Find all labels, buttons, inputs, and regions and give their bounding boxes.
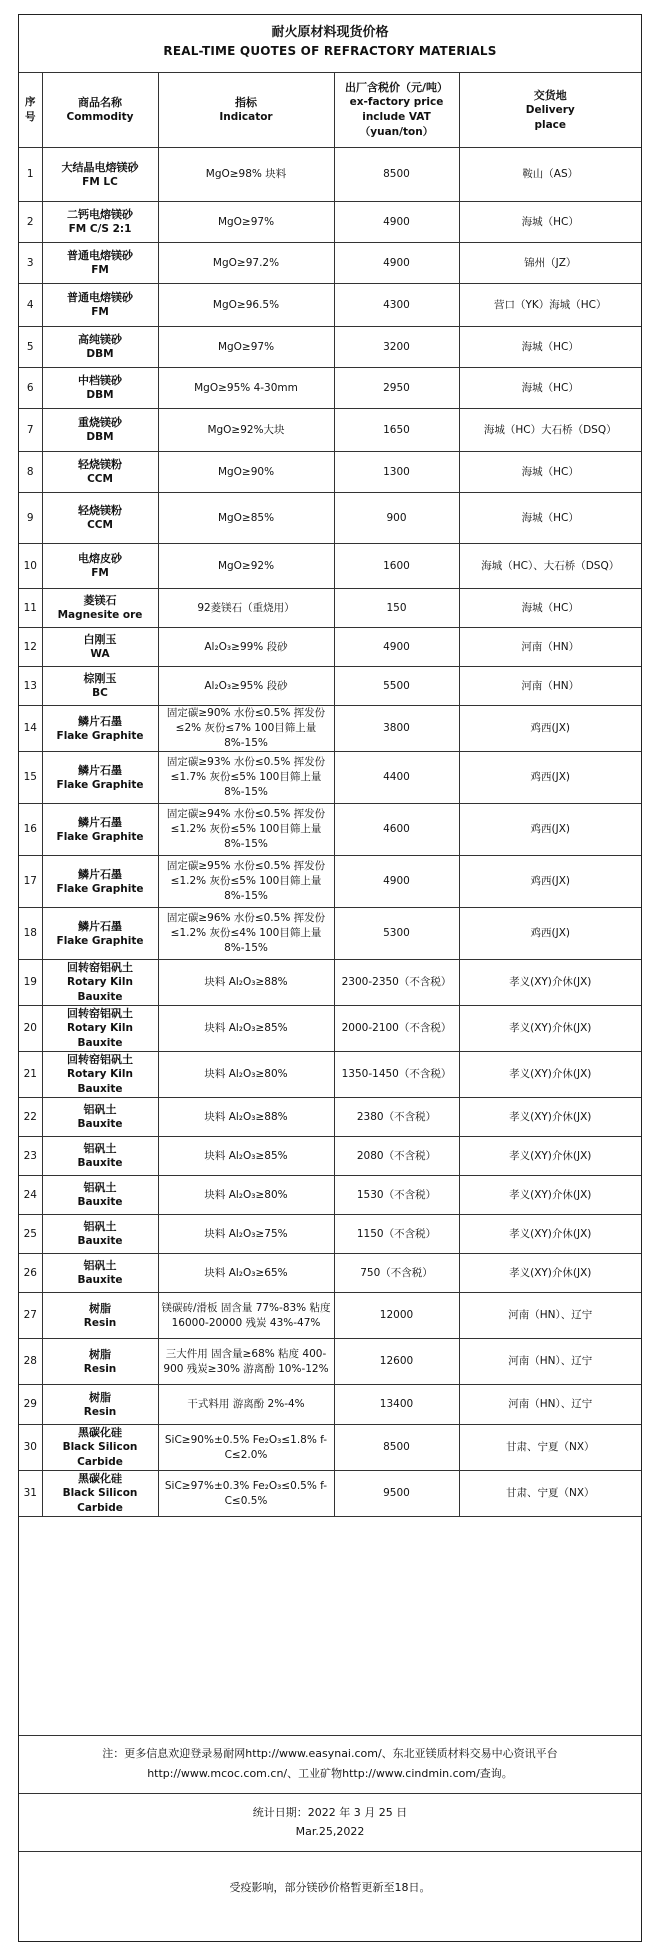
delivery-cell: 海城（HC）: [459, 202, 641, 243]
row-number: 1: [19, 148, 42, 202]
commodity-cn: 重烧镁砂: [78, 416, 122, 429]
row-number: 14: [19, 706, 42, 752]
commodity-cell: [42, 493, 158, 544]
table-row: [19, 493, 641, 544]
commodity-en: Bauxite: [77, 1274, 123, 1286]
row-number: 6: [19, 368, 42, 409]
indicator-cell: 镁碳砖/滑板 固含量 77%-83% 粘度 16000-20000 残炭 43%-47%: [158, 1293, 334, 1339]
commodity-cell: [42, 667, 158, 706]
commodity-en: Bauxite: [77, 1157, 123, 1169]
indicator-cell: 干式料用 游离酚 2%-4%: [158, 1385, 334, 1425]
table-row: [19, 243, 641, 284]
commodity-cell: [42, 1339, 158, 1385]
commodity-cn: 高纯镁砂: [78, 333, 122, 346]
row-number: 20: [19, 1006, 42, 1052]
delivery-cell: 海城（HC）: [459, 493, 641, 544]
table-row: [19, 148, 641, 202]
row-number: 3: [19, 243, 42, 284]
delivery-cell: 孝义(XY)介休(JX): [459, 1052, 641, 1098]
price-cell: 2000-2100（不含税）: [334, 1006, 459, 1052]
delivery-cell: 营口（YK）海城（HC）: [459, 284, 641, 327]
table-row: [19, 1385, 641, 1425]
indicator-cell: MgO≥97.2%: [158, 243, 334, 284]
commodity-en: Magnesite ore: [57, 609, 143, 621]
table-row: [19, 908, 641, 960]
commodity-cn: 鳞片石墨: [78, 919, 122, 933]
price-cell: 4900: [334, 856, 459, 908]
commodity-en: FM: [91, 567, 109, 579]
commodity-cn: 回转窑铝矾土: [67, 1007, 133, 1020]
price-sheet: [18, 14, 642, 1942]
commodity-cell: [42, 544, 158, 589]
indicator-cell: MgO≥97%: [158, 202, 334, 243]
commodity-en: Bauxite: [77, 1235, 123, 1247]
commodity-en: Resin: [83, 1362, 117, 1375]
row-number: 18: [19, 908, 42, 960]
price-cell: 8500: [334, 1425, 459, 1471]
commodity-cn: 黑碳化硅: [78, 1426, 122, 1439]
commodity-en: DBM: [86, 431, 114, 443]
table-row: [19, 1098, 641, 1137]
commodity-en: DBM: [86, 389, 114, 401]
commodity-cn: 回转窑铝矾土: [67, 1053, 133, 1066]
commodity-cn: 鳞片石墨: [78, 714, 122, 728]
indicator-cell: 92菱镁石（重烧用）: [158, 589, 334, 628]
table-row: [19, 409, 641, 452]
commodity-cn: 树脂: [89, 1301, 111, 1315]
commodity-en: FM LC: [82, 175, 118, 188]
row-number: 29: [19, 1385, 42, 1425]
commodity-cell: [42, 202, 158, 243]
commodity-cn: 中档镁砂: [78, 374, 122, 387]
table-row: [19, 368, 641, 409]
table-row: [19, 960, 641, 1006]
header-commodity-en: Commodity: [66, 111, 134, 123]
header-indicator-en: Indicator: [219, 111, 273, 123]
commodity-en: Resin: [83, 1316, 117, 1329]
commodity-cell: [42, 804, 158, 856]
delivery-cell: 海城（HC）大石桥（DSQ）: [459, 409, 641, 452]
delivery-cell: 鸡西(JX): [459, 752, 641, 804]
price-cell: 4600: [334, 804, 459, 856]
table-body: [19, 148, 641, 1517]
delivery-cell: 甘肃、宁夏（NX）: [459, 1425, 641, 1471]
commodity-cn: 鳞片石墨: [78, 815, 122, 829]
price-cell: 9500: [334, 1471, 459, 1517]
date-block: [19, 1793, 641, 1851]
delivery-cell: 海城（HC）: [459, 452, 641, 493]
commodity-cell: [42, 1006, 158, 1052]
delivery-cell: 鸡西(JX): [459, 804, 641, 856]
row-number: 11: [19, 589, 42, 628]
row-number: 17: [19, 856, 42, 908]
price-cell: 2380（不含税）: [334, 1098, 459, 1137]
commodity-cn: 普通电熔镁砂: [67, 249, 133, 262]
commodity-cn: 电熔皮砂: [78, 552, 122, 565]
table-row: [19, 752, 641, 804]
header-delivery-cn: 交货地: [533, 88, 567, 102]
commodity-en: DBM: [86, 348, 114, 360]
price-cell: 4900: [334, 628, 459, 667]
commodity-cn: 树脂: [89, 1347, 111, 1361]
row-number: 9: [19, 493, 42, 544]
delivery-cell: 孝义(XY)介休(JX): [459, 1006, 641, 1052]
commodity-cn: 铝矾土: [83, 1220, 117, 1233]
commodity-cell: [42, 1137, 158, 1176]
indicator-cell: MgO≥98% 块料: [158, 148, 334, 202]
commodity-en: Rotary Kiln Bauxite: [67, 1068, 133, 1095]
delivery-cell: 孝义(XY)介休(JX): [459, 1098, 641, 1137]
price-cell: 1650: [334, 409, 459, 452]
commodity-cell: [42, 148, 158, 202]
commodity-cn: 鳞片石墨: [78, 763, 122, 777]
commodity-cell: [42, 1293, 158, 1339]
table-row: [19, 452, 641, 493]
commodity-cell: [42, 1425, 158, 1471]
commodity-cn: 铝矾土: [83, 1181, 117, 1194]
price-table: [19, 73, 641, 1517]
commodity-cell: [42, 1215, 158, 1254]
row-number: 7: [19, 409, 42, 452]
indicator-cell: MgO≥97%: [158, 327, 334, 368]
table-row: [19, 856, 641, 908]
price-cell: 1150（不含税）: [334, 1215, 459, 1254]
indicator-cell: MgO≥92%: [158, 544, 334, 589]
delivery-cell: 鸡西(JX): [459, 856, 641, 908]
extra-note: 受疫影响，部分镁砂价格暂更新至18日。: [19, 1851, 641, 1941]
commodity-cell: [42, 1471, 158, 1517]
table-row: [19, 202, 641, 243]
commodity-en: Black Silicon Carbide: [62, 1487, 138, 1514]
delivery-cell: 孝义(XY)介休(JX): [459, 1137, 641, 1176]
row-number: 19: [19, 960, 42, 1006]
header-price-cn: 出厂含税价（元/吨）: [344, 81, 449, 94]
row-number: 15: [19, 752, 42, 804]
price-cell: 3800: [334, 706, 459, 752]
commodity-cn: 白刚玉: [83, 633, 117, 646]
indicator-cell: 固定碳≥90% 水份≤0.5% 挥发份≤2% 灰份≤7% 100目筛上量 8%-15%: [158, 706, 334, 752]
indicator-cell: 块料 Al₂O₃≥80%: [158, 1052, 334, 1098]
delivery-cell: 海城（HC）: [459, 368, 641, 409]
table-row: [19, 1254, 641, 1293]
commodity-cn: 铝矾土: [83, 1259, 117, 1272]
delivery-cell: 孝义(XY)介休(JX): [459, 1215, 641, 1254]
price-cell: 4300: [334, 284, 459, 327]
note-line-1: 注：更多信息欢迎登录易耐网http://www.easynai.com/、东北亚镁质材料交易中心资讯平台: [102, 1747, 558, 1760]
indicator-cell: SiC≥90%±0.5% Fe₂O₃≤1.8% f-C≤2.0%: [158, 1425, 334, 1471]
commodity-cn: 普通电熔镁砂: [67, 291, 133, 304]
delivery-cell: 鸡西(JX): [459, 706, 641, 752]
row-number: 25: [19, 1215, 42, 1254]
commodity-cn: 铝矾土: [83, 1142, 117, 1155]
commodity-en: BC: [92, 687, 108, 699]
commodity-cn: 回转窑铝矾土: [67, 961, 133, 974]
price-cell: 2950: [334, 368, 459, 409]
commodity-cell: [42, 1176, 158, 1215]
table-row: [19, 1471, 641, 1517]
price-cell: 2300-2350（不含税）: [334, 960, 459, 1006]
table-row: [19, 1339, 641, 1385]
price-cell: 2080（不含税）: [334, 1137, 459, 1176]
commodity-cn: 菱镁石: [83, 594, 117, 607]
commodity-en: Black Silicon Carbide: [62, 1441, 138, 1468]
delivery-cell: 甘肃、宁夏（NX）: [459, 1471, 641, 1517]
price-cell: 750（不含税）: [334, 1254, 459, 1293]
price-cell: 13400: [334, 1385, 459, 1425]
commodity-cell: [42, 1098, 158, 1137]
header-delivery-en2: place: [534, 118, 567, 131]
commodity-cell: [42, 284, 158, 327]
price-cell: 3200: [334, 327, 459, 368]
table-row: [19, 1137, 641, 1176]
row-number: 23: [19, 1137, 42, 1176]
delivery-cell: 海城（HC）: [459, 589, 641, 628]
price-cell: 4900: [334, 202, 459, 243]
indicator-cell: 块料 Al₂O₃≥88%: [158, 1098, 334, 1137]
row-number: 16: [19, 804, 42, 856]
commodity-cell: [42, 628, 158, 667]
commodity-en: Bauxite: [77, 1196, 123, 1208]
delivery-cell: 海城（HC）、大石桥（DSQ）: [459, 544, 641, 589]
commodity-cell: [42, 908, 158, 960]
commodity-en: Flake Graphite: [56, 934, 144, 947]
commodity-cell: [42, 1052, 158, 1098]
commodity-cn: 铝矾土: [83, 1103, 117, 1116]
indicator-cell: Al₂O₃≥99% 段砂: [158, 628, 334, 667]
indicator-cell: 块料 Al₂O₃≥85%: [158, 1006, 334, 1052]
indicator-cell: 固定碳≥95% 水份≤0.5% 挥发份≤1.2% 灰份≤5% 100目筛上量 8%-15%: [158, 856, 334, 908]
header-indicator-cn: 指标: [235, 96, 257, 109]
table-row: [19, 327, 641, 368]
table-row: [19, 1006, 641, 1052]
price-cell: 1600: [334, 544, 459, 589]
header-delivery-en1: Delivery: [525, 103, 575, 116]
date-en: Mar.25,2022: [295, 1825, 365, 1838]
row-number: 12: [19, 628, 42, 667]
commodity-cell: [42, 856, 158, 908]
commodity-en: Flake Graphite: [56, 778, 144, 791]
table-row: [19, 706, 641, 752]
commodity-cn: 鳞片石墨: [78, 867, 122, 881]
indicator-cell: MgO≥92%大块: [158, 409, 334, 452]
row-number: 27: [19, 1293, 42, 1339]
delivery-cell: 孝义(XY)介休(JX): [459, 1254, 641, 1293]
delivery-cell: 海城（HC）: [459, 327, 641, 368]
price-cell: 12000: [334, 1293, 459, 1339]
commodity-cell: [42, 243, 158, 284]
commodity-en: Rotary Kiln Bauxite: [67, 1022, 133, 1049]
commodity-en: WA: [90, 648, 110, 660]
row-number: 4: [19, 284, 42, 327]
note-block: [19, 1735, 641, 1793]
price-cell: 1530（不含税）: [334, 1176, 459, 1215]
price-cell: 900: [334, 493, 459, 544]
delivery-cell: 鞍山（AS）: [459, 148, 641, 202]
price-cell: 5500: [334, 667, 459, 706]
header-indicator: [158, 73, 334, 148]
delivery-cell: 孝义(XY)介休(JX): [459, 1176, 641, 1215]
commodity-en: Rotary Kiln Bauxite: [67, 976, 133, 1003]
table-row: [19, 1052, 641, 1098]
indicator-cell: 块料 Al₂O₃≥88%: [158, 960, 334, 1006]
indicator-cell: MgO≥85%: [158, 493, 334, 544]
commodity-cell: [42, 327, 158, 368]
row-number: 10: [19, 544, 42, 589]
header-price-en1: ex-factory price: [349, 96, 444, 108]
commodity-en: FM: [91, 264, 109, 276]
delivery-cell: 河南（HN）: [459, 628, 641, 667]
commodity-en: CCM: [87, 473, 113, 485]
table-row: [19, 1425, 641, 1471]
commodity-en: CCM: [87, 519, 113, 531]
indicator-cell: MgO≥90%: [158, 452, 334, 493]
delivery-cell: 锦州（JZ）: [459, 243, 641, 284]
delivery-cell: 河南（HN）、辽宁: [459, 1339, 641, 1385]
commodity-en: Flake Graphite: [56, 882, 144, 895]
indicator-cell: Al₂O₃≥95% 段砂: [158, 667, 334, 706]
title-cn: 耐火原材料现货价格: [271, 25, 389, 40]
indicator-cell: 固定碳≥93% 水份≤0.5% 挥发份≤1.7% 灰份≤5% 100目筛上量 8%-15%: [158, 752, 334, 804]
indicator-cell: 块料 Al₂O₃≥75%: [158, 1215, 334, 1254]
header-price-en2: include VAT（yuan/ton）: [359, 111, 434, 138]
indicator-cell: SiC≥97%±0.3% Fe₂O₃≤0.5% f-C≤0.5%: [158, 1471, 334, 1517]
date-cn: 统计日期：2022 年 3 月 25 日: [252, 1806, 408, 1819]
commodity-cn: 二钙电熔镁砂: [67, 208, 133, 221]
indicator-cell: 块料 Al₂O₃≥80%: [158, 1176, 334, 1215]
note-line-2: http://www.mcoc.com.cn/、工业矿物http://www.cindmin.com/查询。: [147, 1767, 513, 1780]
commodity-cell: [42, 752, 158, 804]
header-commodity: [42, 73, 158, 148]
commodity-cell: [42, 409, 158, 452]
commodity-cell: [42, 706, 158, 752]
row-number: 5: [19, 327, 42, 368]
commodity-en: FM: [91, 306, 109, 318]
commodity-cell: [42, 368, 158, 409]
table-row: [19, 804, 641, 856]
row-number: 8: [19, 452, 42, 493]
row-number: 13: [19, 667, 42, 706]
commodity-cn: 棕刚玉: [83, 672, 117, 685]
header-price: [334, 73, 459, 148]
commodity-en: Bauxite: [77, 1118, 123, 1130]
commodity-cn: 黑碳化硅: [78, 1472, 122, 1485]
price-cell: 8500: [334, 148, 459, 202]
table-row: [19, 1215, 641, 1254]
commodity-cell: [42, 1385, 158, 1425]
row-number: 2: [19, 202, 42, 243]
table-row: [19, 667, 641, 706]
delivery-cell: 河南（HN）: [459, 667, 641, 706]
row-number: 26: [19, 1254, 42, 1293]
indicator-cell: MgO≥96.5%: [158, 284, 334, 327]
delivery-cell: 河南（HN）、辽宁: [459, 1293, 641, 1339]
row-number: 30: [19, 1425, 42, 1471]
price-cell: 1300: [334, 452, 459, 493]
header-commodity-cn: 商品名称: [78, 96, 122, 109]
row-number: 31: [19, 1471, 42, 1517]
table-row: [19, 1176, 641, 1215]
commodity-cn: 轻烧镁粉: [78, 504, 122, 517]
commodity-cell: [42, 452, 158, 493]
commodity-en: FM C/S 2:1: [68, 223, 132, 235]
commodity-cn: 大结晶电熔镁砂: [61, 160, 139, 174]
delivery-cell: 孝义(XY)介休(JX): [459, 960, 641, 1006]
indicator-cell: 三大件用 固含量≥68% 粘度 400-900 残炭≥30% 游离酚 10%-12%: [158, 1339, 334, 1385]
title-en: REAL-TIME QUOTES OF REFRACTORY MATERIALS: [163, 44, 497, 58]
row-number: 28: [19, 1339, 42, 1385]
price-cell: 4400: [334, 752, 459, 804]
header-row: [19, 73, 641, 148]
row-number: 22: [19, 1098, 42, 1137]
commodity-en: Flake Graphite: [56, 830, 144, 843]
row-number: 24: [19, 1176, 42, 1215]
price-cell: 4900: [334, 243, 459, 284]
title-block: [19, 15, 641, 73]
price-cell: 5300: [334, 908, 459, 960]
table-row: [19, 544, 641, 589]
commodity-cn: 树脂: [89, 1390, 111, 1404]
delivery-cell: 鸡西(JX): [459, 908, 641, 960]
indicator-cell: 块料 Al₂O₃≥65%: [158, 1254, 334, 1293]
header-no: 序号: [19, 73, 42, 148]
commodity-cell: [42, 589, 158, 628]
indicator-cell: 固定碳≥96% 水份≤0.5% 挥发份≤1.2% 灰份≤4% 100目筛上量 8%-15%: [158, 908, 334, 960]
commodity-en: Flake Graphite: [56, 729, 144, 742]
commodity-cn: 轻烧镁粉: [78, 458, 122, 471]
table-row: [19, 1293, 641, 1339]
table-row: [19, 284, 641, 327]
indicator-cell: 块料 Al₂O₃≥85%: [158, 1137, 334, 1176]
row-number: 21: [19, 1052, 42, 1098]
commodity-cell: [42, 1254, 158, 1293]
commodity-cell: [42, 960, 158, 1006]
indicator-cell: 固定碳≥94% 水份≤0.5% 挥发份≤1.2% 灰份≤5% 100目筛上量 8%-15%: [158, 804, 334, 856]
table-row: [19, 628, 641, 667]
indicator-cell: MgO≥95% 4-30mm: [158, 368, 334, 409]
delivery-cell: 河南（HN）、辽宁: [459, 1385, 641, 1425]
price-cell: 150: [334, 589, 459, 628]
table-row: [19, 589, 641, 628]
commodity-en: Resin: [83, 1405, 117, 1418]
price-cell: 12600: [334, 1339, 459, 1385]
price-cell: 1350-1450（不含税）: [334, 1052, 459, 1098]
header-delivery: [459, 73, 641, 148]
